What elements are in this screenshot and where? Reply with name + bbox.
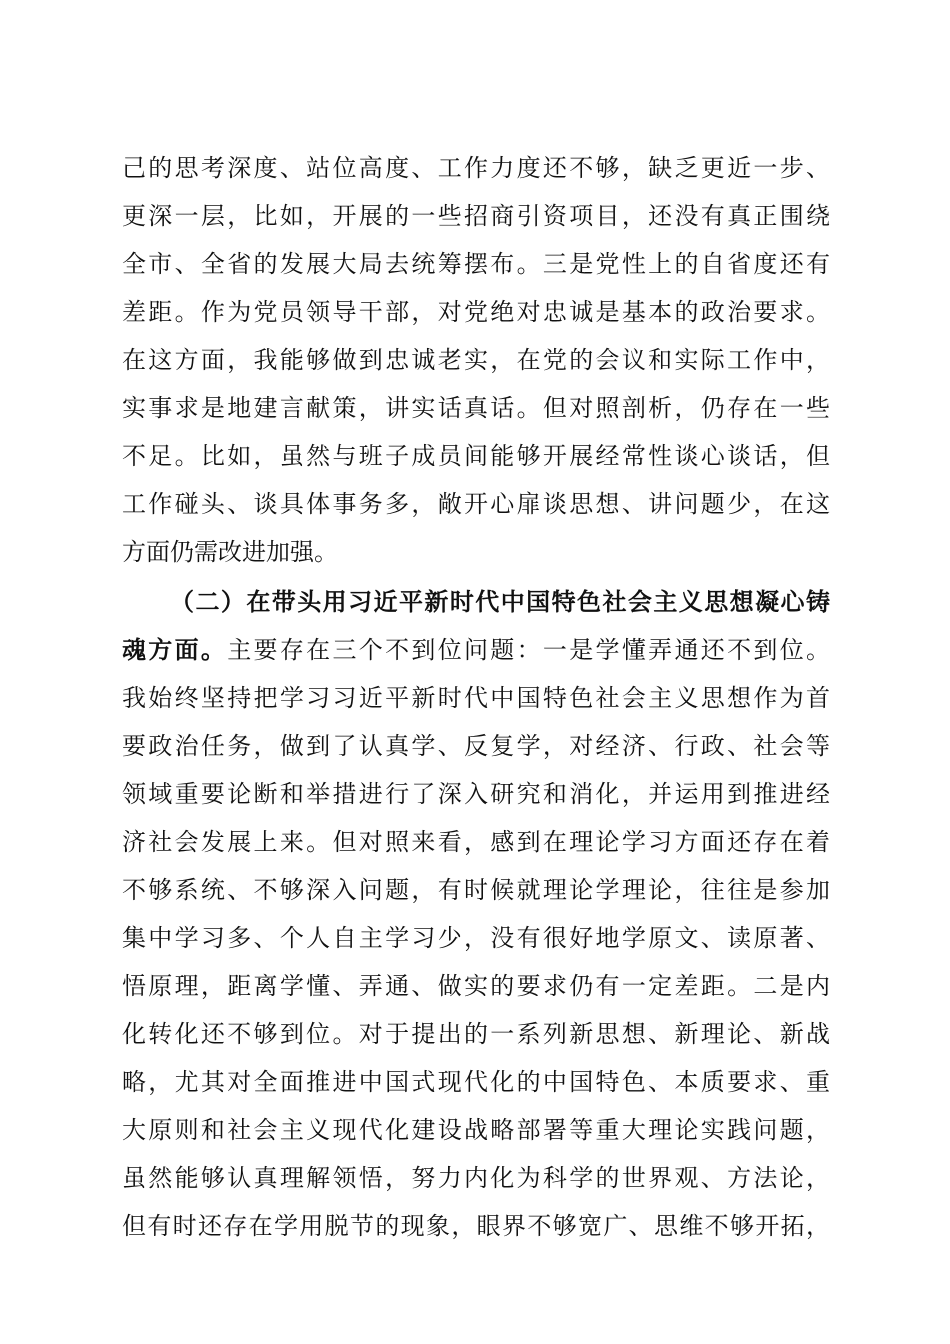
text-line: 大原则和社会主义现代化建设战略部署等重大理论实践问题， xyxy=(122,1116,830,1144)
text-line: 但有时还存在学用脱节的现象，眼界不够宽广、思维不够开拓， xyxy=(122,1212,830,1240)
section-text: 主要存在三个不到位问题：一是学懂弄通还不到位。 xyxy=(227,636,830,664)
text-line: 略，尤其对全面推进中国式现代化的中国特色、本质要求、重 xyxy=(122,1068,830,1096)
text-line: 悟原理，距离学懂、弄通、做实的要求仍有一定差距。二是内 xyxy=(122,972,830,1000)
text-line: 虽然能够认真理解领悟，努力内化为科学的世界观、方法论， xyxy=(122,1164,830,1192)
text-line: 方面仍需改进加强。 xyxy=(122,538,338,566)
text-line xyxy=(122,628,830,672)
text-line: 工作碰头、谈具体事务多，敞开心扉谈思想、讲问题少，在这 xyxy=(122,490,830,518)
text-line: 我始终坚持把学习习近平新时代中国特色社会主义思想作为首 xyxy=(122,684,830,712)
section-heading: （二）在带头用习近平新时代中国特色社会主义思想凝心铸 xyxy=(170,587,830,616)
text-line: 集中学习多、个人自主学习少，没有很好地学原文、读原著、 xyxy=(122,924,830,952)
text-line: 不够系统、不够深入问题，有时候就理论学理论，往往是参加 xyxy=(122,876,830,904)
text-line: 己的思考深度、站位高度、工作力度还不够，缺乏更近一步、 xyxy=(122,154,830,182)
section-heading-tail: 魂方面。 xyxy=(122,635,228,664)
text-line: 在这方面，我能够做到忠诚老实，在党的会议和实际工作中， xyxy=(122,346,830,374)
text-line: 不足。比如，虽然与班子成员间能够开展经常性谈心谈话，但 xyxy=(122,442,830,470)
text-line: 差距。作为党员领导干部，对党绝对忠诚是基本的政治要求。 xyxy=(122,298,830,326)
text-line: 济社会发展上来。但对照来看，感到在理论学习方面还存在着 xyxy=(122,828,830,856)
text-line: 要政治任务，做到了认真学、反复学，对经济、行政、社会等 xyxy=(122,732,830,760)
text-line: 更深一层，比如，开展的一些招商引资项目，还没有真正围绕 xyxy=(122,202,830,230)
text-line: 实事求是地建言献策，讲实话真话。但对照剖析，仍存在一些 xyxy=(122,394,830,422)
text-line: 领域重要论断和举措进行了深入研究和消化，并运用到推进经 xyxy=(122,780,830,808)
text-line: 化转化还不够到位。对于提出的一系列新思想、新理论、新战 xyxy=(122,1020,830,1048)
text-line: 全市、全省的发展大局去统筹摆布。三是党性上的自省度还有 xyxy=(122,250,830,278)
